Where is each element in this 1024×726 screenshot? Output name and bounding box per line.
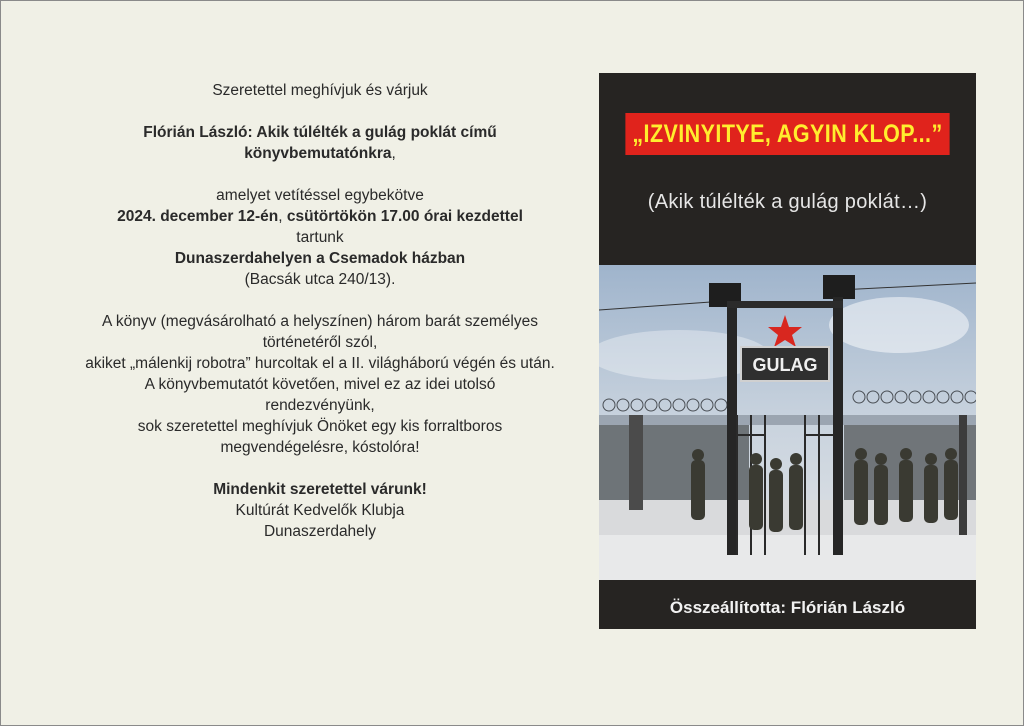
venue: Dunaszerdahelyen a Csemadok házban <box>174 250 466 267</box>
book-title-bold: Flórián László: Akik túlélték a gulág poklát című könyvbemutatónkra <box>143 124 497 162</box>
address: (Bacsák utca 240/13). <box>244 271 396 288</box>
event-date: 2024. december 12-én, csütörtökön 17.00 órai kezdettel <box>117 208 523 225</box>
reception-text: sok szeretettel meghívjuk Önöket egy kis forraltboros megvendégelésre, kóstolóra! <box>137 418 503 456</box>
closing-line: Mindenkit szeretettel várunk! <box>213 481 427 498</box>
cover-banner-title: „IZVINYITYE, AGYIN KLOP...” <box>625 113 949 155</box>
book-cover <box>599 73 976 629</box>
organizer-club: Kultúrát Kedvelők Klubja <box>235 502 405 519</box>
cover-author: Összeállította: Flórián László <box>669 598 906 617</box>
invitation-text <box>60 80 580 542</box>
greeting: Szeretettel meghívjuk és várjuk <box>212 82 428 99</box>
after-event-text: A könyvbemutatót követően, mivel ez az idei utolsó rendezvényünk, <box>144 376 496 414</box>
gulag-sign: GULAG <box>752 355 818 375</box>
cover-subtitle: (Akik túlélték a gulág poklát…) <box>647 191 928 213</box>
gulag-gate-photo <box>599 265 976 580</box>
book-description-2: akiket „málenkij robotra” hurcoltak el a II. világháború végén és után. <box>85 355 555 372</box>
book-description-1: A könyv (megvásárolható a helyszínen) három barát személyes történetéről szól, <box>102 313 538 351</box>
event-description: amelyet vetítéssel egybekötve <box>216 187 424 204</box>
event-title: Flórián László: Akik túlélték a gulág poklát című könyvbemutatónkra, <box>143 124 497 162</box>
organizer-city: Dunaszerdahely <box>263 523 376 540</box>
tartunk-text: tartunk <box>296 229 344 246</box>
